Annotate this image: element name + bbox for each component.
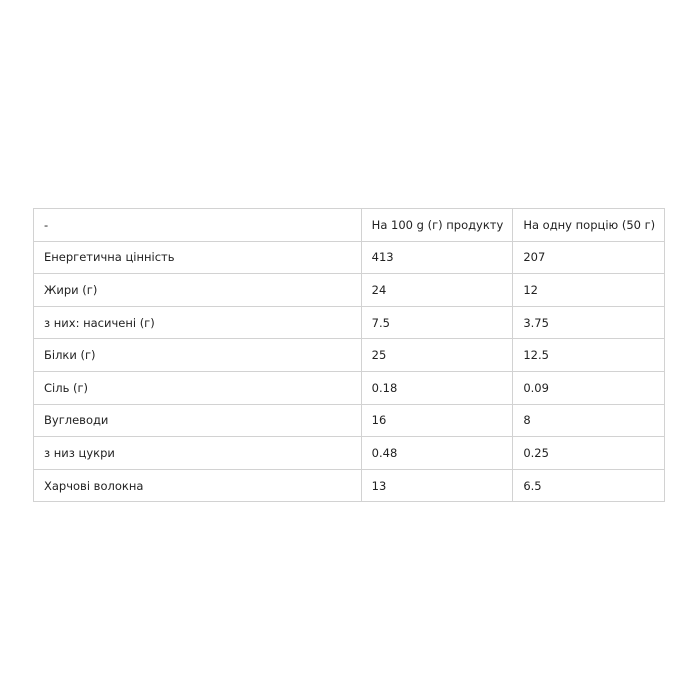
- cell-per-100g: 24: [361, 274, 513, 307]
- cell-nutrient: Харчові волокна: [34, 469, 362, 502]
- cell-per-100g: 0.18: [361, 371, 513, 404]
- table-row: [34, 306, 665, 339]
- table-row: [34, 339, 665, 372]
- cell-nutrient: Енергетична цінність: [34, 241, 362, 274]
- cell-per-portion: 12.5: [513, 339, 665, 372]
- cell-per-portion: 6.5: [513, 469, 665, 502]
- cell-per-100g: 413: [361, 241, 513, 274]
- cell-per-portion: 207: [513, 241, 665, 274]
- cell-nutrient: з них: насичені (г): [34, 306, 362, 339]
- table-row: [34, 241, 665, 274]
- table-row: [34, 371, 665, 404]
- cell-per-portion: 12: [513, 274, 665, 307]
- cell-nutrient: Білки (г): [34, 339, 362, 372]
- cell-nutrient: Сіль (г): [34, 371, 362, 404]
- cell-nutrient: з низ цукри: [34, 437, 362, 470]
- table-header-row: [34, 209, 665, 242]
- cell-per-portion: 3.75: [513, 306, 665, 339]
- table-row: [34, 437, 665, 470]
- cell-per-100g: 0.48: [361, 437, 513, 470]
- cell-nutrient: Жири (г): [34, 274, 362, 307]
- cell-per-100g: 7.5: [361, 306, 513, 339]
- cell-nutrient: Вуглеводи: [34, 404, 362, 437]
- cell-per-portion: 8: [513, 404, 665, 437]
- cell-per-100g: 25: [361, 339, 513, 372]
- table-row: [34, 274, 665, 307]
- table-row: [34, 469, 665, 502]
- header-per-portion: На одну порцію (50 г): [513, 209, 665, 242]
- cell-per-100g: 13: [361, 469, 513, 502]
- cell-per-100g: 16: [361, 404, 513, 437]
- cell-per-portion: 0.25: [513, 437, 665, 470]
- header-nutrient: -: [34, 209, 362, 242]
- cell-per-portion: 0.09: [513, 371, 665, 404]
- header-per-100g: На 100 g (г) продукту: [361, 209, 513, 242]
- nutrition-table: [33, 208, 665, 502]
- table-row: [34, 404, 665, 437]
